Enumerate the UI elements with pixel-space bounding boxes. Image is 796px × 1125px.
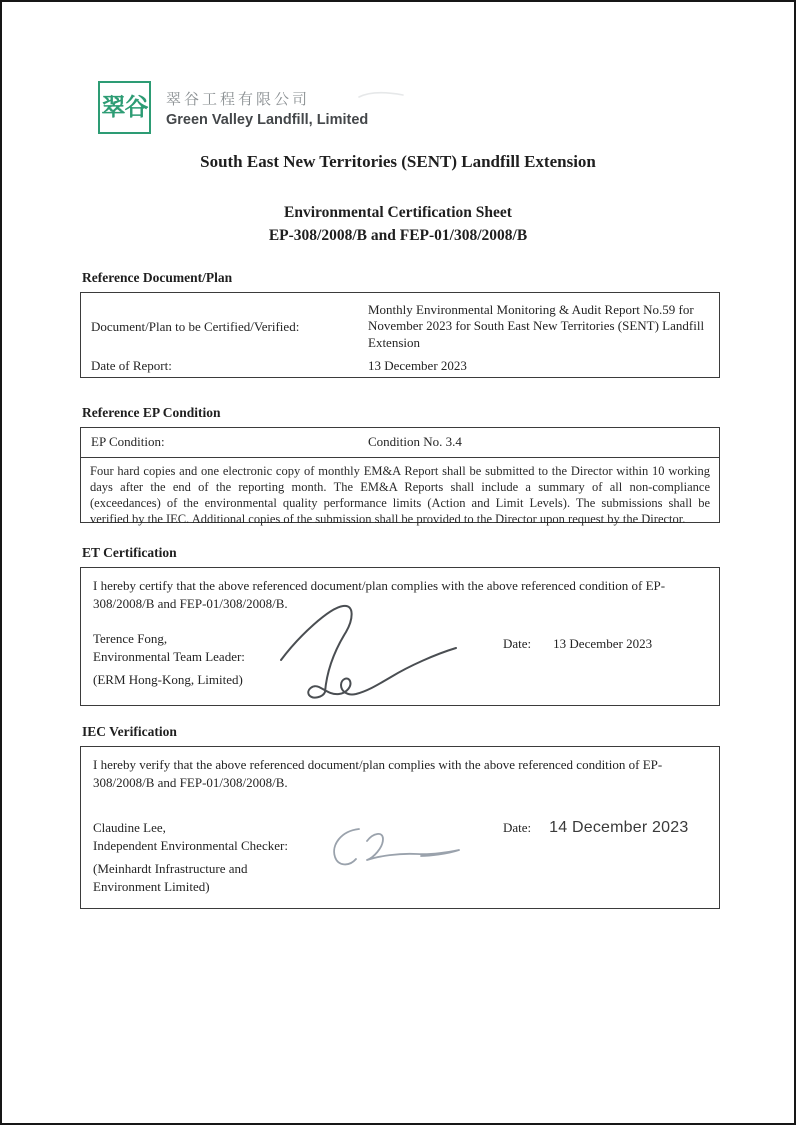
signatory-title: Independent Environmental Checker:: [93, 838, 288, 853]
et-date-row: [503, 636, 652, 652]
date-label: Date:: [503, 820, 532, 835]
company-name-block: [166, 88, 368, 128]
section-et-certification: [80, 545, 720, 706]
et-signature: [251, 600, 461, 702]
section-heading: Reference EP Condition: [82, 405, 221, 420]
iec-verification-date: 14 December 2023: [549, 819, 689, 836]
company-name-chinese: 翠谷工程有限公司: [166, 90, 311, 108]
document-row: [81, 293, 719, 353]
reference-document-box: [80, 292, 720, 378]
ep-condition-text: Four hard copies and one electronic copy of monthly EM&A Report shall be submitted to the Director within 10 working days after the end of the reporting month. The EM&A Reports shall include a summary of all non-compliance (exceedances) of the environmental quality performance limits (Action and Limit Levels). The submissions shall be verified by the IEC. Additional copies of the submission shall be provided to the Director upon request by the Director.: [81, 457, 719, 535]
et-certification-box: [80, 567, 720, 706]
section-heading: ET Certification: [82, 545, 177, 560]
date-of-report-label: Date of Report:: [91, 358, 172, 373]
scan-artifact: [357, 88, 405, 102]
signatory-company-line2: Environment Limited): [93, 879, 210, 894]
signatory-name: Claudine Lee,: [93, 820, 166, 835]
ep-condition-label: EP Condition:: [91, 434, 165, 449]
document-reference-numbers: EP-308/2008/B and FEP-01/308/2008/B: [268, 227, 528, 244]
date-of-report-row: [81, 353, 719, 375]
signatory-title: Environmental Team Leader:: [93, 649, 245, 664]
ep-condition-row: [81, 428, 719, 457]
signatory-company-line1: (Meinhardt Infrastructure and: [93, 861, 248, 876]
et-signatory-block: [93, 630, 245, 689]
iec-signatory-block: [93, 819, 288, 896]
ep-condition-value: Condition No. 3.4: [368, 434, 462, 449]
date-of-report-value: 13 December 2023: [368, 358, 467, 373]
ep-condition-box: [80, 427, 720, 526]
document-title-block: [2, 201, 794, 247]
document-value: Monthly Environmental Monitoring & Audit Report No.59 for November 2023 for South East New Territories (SENT) Landfill Extension: [368, 301, 705, 350]
iec-date-row: [503, 819, 688, 837]
iec-signature: [307, 821, 467, 869]
section-iec-verification: [80, 724, 720, 909]
signatory-name: Terence Fong,: [93, 631, 168, 646]
et-certification-date: 13 December 2023: [553, 636, 653, 651]
date-label: Date:: [503, 636, 532, 651]
certification-statement: I hereby certify that the above referenced document/plan complies with the above referenced condition of EP-308/2008/B and FEP-01/308/2008/B.: [93, 578, 666, 611]
document-title: Environmental Certification Sheet: [284, 204, 512, 221]
document-label: Document/Plan to be Certified/Verified:: [91, 318, 300, 334]
page-title: South East New Territories (SENT) Landfill Extension: [200, 152, 596, 171]
section-heading: Reference Document/Plan: [82, 270, 233, 285]
iec-verification-box: [80, 746, 720, 909]
signatory-company: (ERM Hong-Kong, Limited): [93, 672, 243, 687]
section-reference-document-plan: [80, 270, 720, 378]
company-name-english: Green Valley Landfill, Limited: [166, 111, 369, 128]
company-logo: [98, 81, 368, 134]
verification-statement: I hereby verify that the above referenced document/plan complies with the above referenced condition of EP-308/2008/B and FEP-01/308/2008/B.: [93, 757, 663, 790]
section-reference-ep-condition: [80, 405, 720, 526]
section-heading: IEC Verification: [82, 724, 177, 739]
green-valley-logo-icon: 翠谷: [98, 81, 151, 134]
